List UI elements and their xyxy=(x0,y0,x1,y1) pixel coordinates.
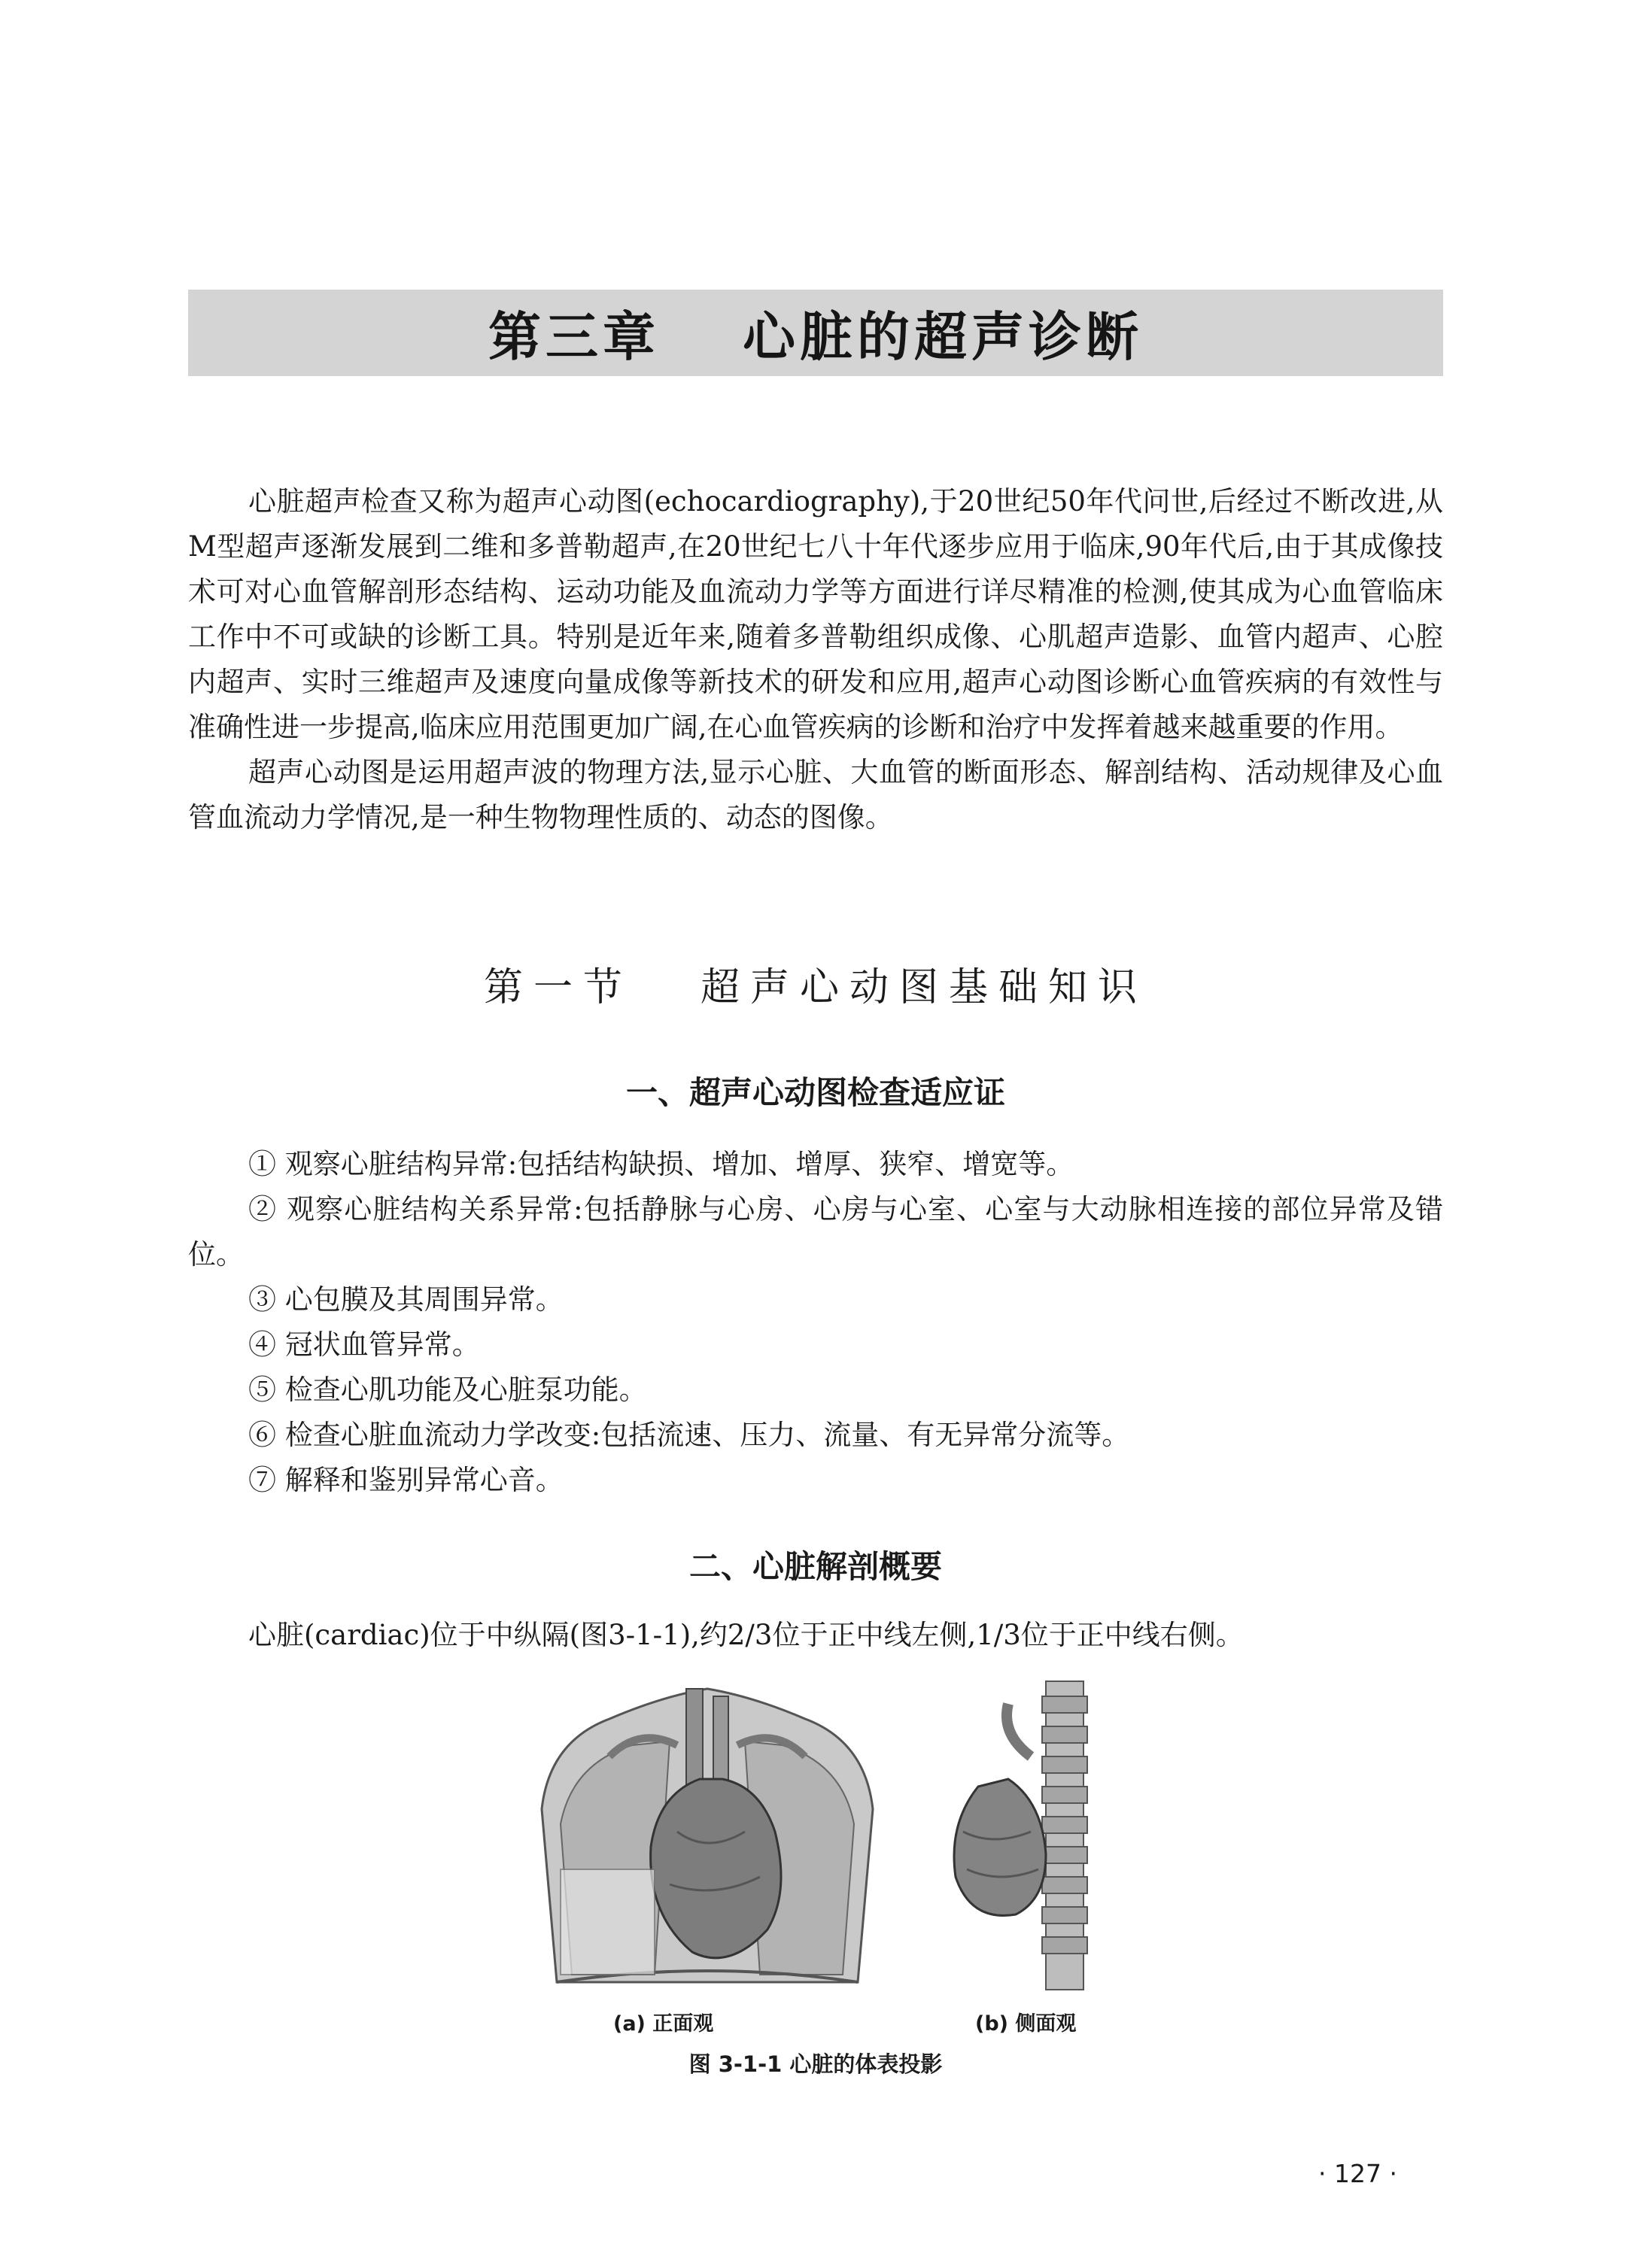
intro-paragraph-2: 超声心动图是运用超声波的物理方法,显示心脏、大血管的断面形态、解剖结构、活动规律及心血管血流动力学情况,是一种生物物理性质的、动态的图像。 xyxy=(188,756,1443,833)
list-item: ④ 冠状血管异常。 xyxy=(248,1328,480,1361)
chapter-name: 心脏的超声诊断 xyxy=(743,306,1143,368)
anatomy-text xyxy=(188,1613,1443,1658)
list-item: ⑥ 检查心脏血流动力学改变:包括流速、压力、流量、有无异常分流等。 xyxy=(248,1419,1130,1451)
figure-title: 图 3-1-1 心脏的体表投影 xyxy=(688,2051,943,2077)
list-item: ⑤ 检查心肌功能及心脏泵功能。 xyxy=(248,1374,647,1406)
indications-heading: 一、超声心动图检查适应证 xyxy=(625,1074,1005,1111)
intro-text xyxy=(188,479,1443,840)
list-item: ③ 心包膜及其周围异常。 xyxy=(248,1283,564,1316)
anatomy-paragraph: 心脏(cardiac)位于中纵隔(图3-1-1),约2/3位于正中线左侧,1/3位于正中线右侧。 xyxy=(248,1619,1244,1651)
intro-paragraph-1: 心脏超声检查又称为超声心动图(echocardiography),于20世纪50年代问世,后经过不断改进,从M型超声逐渐发展到二维和多普勒超声,在20世纪七八十年代逐步应用于临床,90年代后,由于其成像技术可对心血管解剖形态结构、运动功能及血流动力学等方面进行详尽精准的检测,使其成为心血管临床工作中不可或缺的诊断工具。特别是近年来,随着多普勒组织成像、心肌超声造影、血管内超声、心腔内超声、实时三维超声及速度向量成像等新技术的研发和应用,超声心动图诊断心血管疾病的有效性与准确性进一步提高,临床应用范围更加广阔,在心血管疾病的诊断和治疗中发挥着越来越重要的作用。 xyxy=(188,485,1443,743)
section-label: 第一节 xyxy=(483,965,633,1010)
heart-frontal-view-illustration xyxy=(527,1674,888,1997)
list-item: ② 观察心脏结构关系异常:包括静脉与心房、心房与心室、心室与大动脉相连接的部位异常及错位。 xyxy=(188,1193,1443,1271)
figure-3-1-1 xyxy=(527,1674,1114,1997)
chapter-title xyxy=(188,290,1443,376)
anatomy-heading: 二、心脏解剖概要 xyxy=(688,1548,942,1585)
chapter-label: 第三章 xyxy=(488,306,660,368)
heart-lateral-view-illustration xyxy=(933,1674,1114,1997)
figure-caption-b: (b) 侧面观 xyxy=(975,2012,1077,2036)
figure-caption-a: (a) 正面观 xyxy=(613,2012,714,2036)
list-item: ⑦ 解释和鉴别异常心音。 xyxy=(248,1464,564,1496)
section-title xyxy=(188,955,1443,1012)
section-name: 超声心动图基础知识 xyxy=(701,965,1148,1010)
list-item: ① 观察心脏结构异常:包括结构缺损、增加、增厚、狭窄、增宽等。 xyxy=(248,1148,1074,1180)
indications-list xyxy=(188,1142,1443,1503)
page-number: · 127 · xyxy=(1318,2159,1397,2188)
